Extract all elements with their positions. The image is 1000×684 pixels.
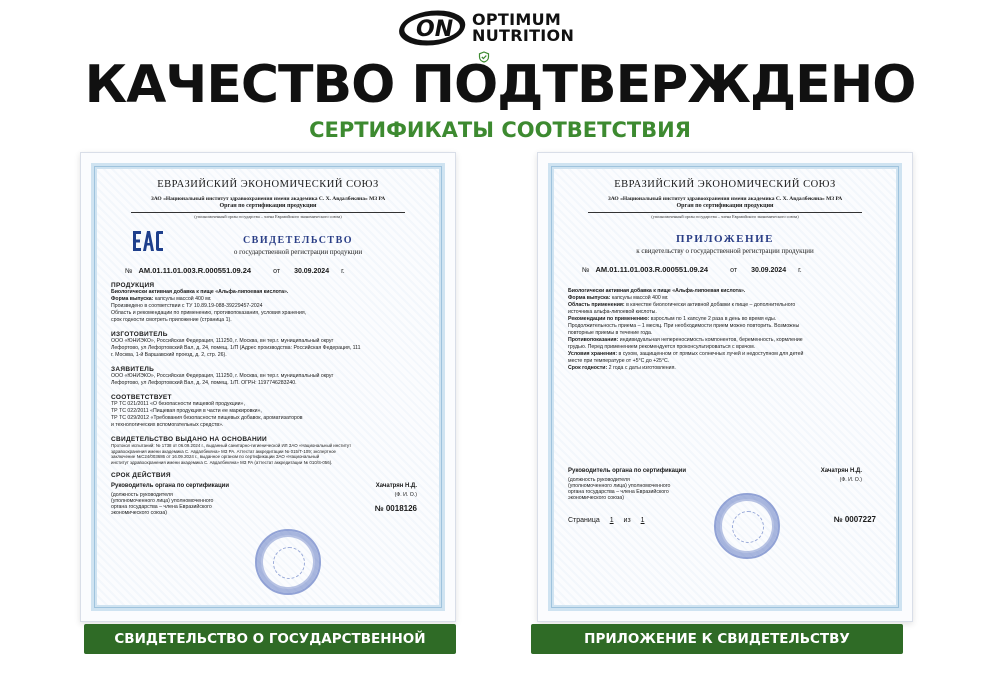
brand-name bbox=[472, 12, 574, 44]
product-name: Биологически активная добавка к пище «Альфа-липоевая кислота». bbox=[568, 288, 746, 294]
page-subheadline: СЕРТИФИКАТЫ СООТВЕТСТВИЯ bbox=[309, 118, 691, 142]
certificate-number: AM.01.11.01.003.R.000551.09.24 bbox=[138, 266, 252, 275]
serial-prefix: № bbox=[374, 504, 384, 514]
applicant-section bbox=[111, 366, 425, 387]
form-label: Форма выпуска: bbox=[568, 295, 611, 301]
head-title: Руководитель органа по сертификации bbox=[568, 468, 687, 474]
page-total: 1 bbox=[640, 517, 645, 524]
official-seal bbox=[714, 493, 780, 559]
basis-line: Протокол испытаний: № 1738 от 06.09.2024 г., выданный санитарно-гигиенической ИЛ ЗАО «Национальный институт bbox=[111, 443, 352, 448]
head-title: Руководитель органа по сертификации bbox=[111, 483, 230, 490]
section-heading: ИЗГОТОВИТЕЛЬ bbox=[111, 331, 168, 338]
organ-note: (уполномоченный орган государства – члена Евразийского экономического союза) bbox=[651, 214, 799, 219]
maker-line: ООО «ЮНИЭКО», Российская Федерация, 111250, г. Москва, вн тер.г. муниципальный округ bbox=[111, 338, 334, 344]
basis-line: здравоохранения имени академика С. Авдалбекяна» МЗ РА. Аттестат аккредитации № 015/Т-109; экспертное bbox=[111, 448, 337, 454]
on-logo-icon bbox=[400, 10, 464, 46]
divider bbox=[588, 212, 862, 213]
head-note-line: органа государства – члена Евразийского bbox=[111, 504, 212, 511]
number-prefix: № bbox=[582, 267, 590, 274]
appendix-document bbox=[537, 152, 913, 622]
storage-value: в сухом, защищенном от прямых солнечных лучей и недоступном для детей bbox=[617, 351, 804, 357]
rec-value: Продолжительность приема – 1 месяц. При необходимости прием можно повторить. Возможны bbox=[568, 323, 800, 329]
basis-line: заключение №С24/003686 от 16.09.2024 г., выданное органом по сертификации ЗАО «Национальный bbox=[111, 454, 320, 460]
document-title: СВИДЕТЕЛЬСТВО bbox=[242, 235, 354, 246]
form-value: капсулы массой 400 мг. bbox=[153, 296, 212, 302]
certificate-date: 30.09.2024 bbox=[751, 267, 787, 274]
section-heading: СООТВЕТСТВУЕТ bbox=[111, 394, 172, 401]
conformity-line: ТР ТС 021/2011 «О безопасности пищевой продукции», bbox=[111, 401, 245, 407]
head-note-line: (должность руководителя bbox=[568, 477, 630, 483]
basis-line: институт здравоохранения имени академика С. Авдалбекяна» МЗ РА (аттестат аккредитации № 010/S-056). bbox=[111, 459, 333, 465]
organ-note: (уполномоченный орган государства – члена Евразийского экономического союза) bbox=[194, 214, 342, 219]
contra-value: грудью. Перед применением рекомендуется проконсультироваться с врачом. bbox=[568, 344, 756, 350]
section-heading: СВИДЕТЕЛЬСТВО ВЫДАНО НА ОСНОВАНИИ bbox=[111, 436, 267, 443]
conformity-line: ТР ТС 022/2011 «Пищевая продукция в части ее маркировки», bbox=[111, 408, 262, 414]
organ-name: Орган по сертификации продукции bbox=[219, 203, 317, 209]
certificate-document bbox=[80, 152, 456, 622]
form-label: Форма выпуска: bbox=[111, 296, 154, 302]
storage-value: месте при температуре от +5°С до +25°С. bbox=[568, 358, 670, 364]
serial-number bbox=[375, 504, 417, 513]
certificate-frame bbox=[91, 163, 445, 611]
conformity-line: ТР ТС 029/2012 «Требования безопасности пищевых добавок, ароматизаторов bbox=[111, 415, 303, 421]
signature-row bbox=[111, 483, 425, 489]
shelf-value: 2 года с даты изготовления. bbox=[607, 365, 676, 371]
product-section bbox=[111, 282, 425, 324]
from-label: от bbox=[730, 267, 738, 274]
head-note-line: (должность руководителя bbox=[111, 492, 173, 499]
caption-appendix: ПРИЛОЖЕНИЕ К СВИДЕТЕЛЬСТВУ bbox=[531, 624, 903, 654]
product-name: Биологически активная добавка к пище «Альфа-липоевая кислота». bbox=[111, 289, 289, 295]
organ-name: Орган по сертификации продукции bbox=[676, 203, 774, 209]
number-line bbox=[568, 265, 882, 274]
head-note-line: (уполномоченного лица) уполномоченного bbox=[568, 483, 671, 489]
fio-label: (Ф. И. О.) bbox=[839, 477, 862, 483]
head-note bbox=[111, 492, 213, 516]
svg-text:ON: ON bbox=[416, 17, 454, 42]
page-label: Страница bbox=[568, 517, 600, 524]
year-suffix: г. bbox=[341, 268, 345, 275]
document-title: ПРИЛОЖЕНИЕ bbox=[676, 233, 774, 245]
signature-notes bbox=[111, 492, 425, 516]
signature-notes bbox=[568, 477, 882, 501]
term-section bbox=[111, 472, 425, 479]
contra-value: индивидуальная непереносимость компонентов, беременность, кормление bbox=[618, 337, 803, 343]
scope-value: источника альфа-липоевой кислоты. bbox=[568, 309, 657, 315]
product-shelf: срок годности смотреть приложение (страница 1). bbox=[111, 317, 232, 323]
signature-row bbox=[568, 468, 882, 474]
brand bbox=[400, 10, 574, 46]
scope-value: в качестве биологически активной добавки к пище – дополнительного bbox=[624, 302, 796, 308]
certificate-number: AM.01.11.01.003.R.000551.09.24 bbox=[595, 265, 709, 274]
official-seal bbox=[255, 529, 321, 595]
rec-value: повторные приемы в течение года. bbox=[568, 330, 653, 336]
union-title: ЕВРАЗИЙСКИЙ ЭКОНОМИЧЕСКИЙ СОЮЗ bbox=[157, 179, 379, 190]
maker-line: Лефортово, ул Лефортовский Вал, д. 24, помещ. 1/П (Адрес производства: Российская Федерация, 111 bbox=[111, 345, 361, 351]
serial-value: 0018126 bbox=[385, 504, 417, 514]
contra-label: Противопоказания: bbox=[568, 337, 619, 343]
page-of: из bbox=[623, 517, 631, 524]
rec-value: взрослым по 1 капсуле 2 раза в день во время еды. bbox=[649, 316, 777, 322]
page-number: 1 bbox=[609, 517, 614, 524]
number-prefix: № bbox=[125, 268, 133, 275]
page-headline: КАЧЕСТВО ПОДТВЕРЖДЕНО bbox=[84, 55, 916, 115]
serial-value: 0007227 bbox=[844, 515, 876, 524]
signer-name: Хачатрян Н.Д. bbox=[375, 483, 417, 490]
head-note bbox=[568, 477, 670, 501]
conformity-line: и технологических вспомогательных средств». bbox=[111, 422, 224, 428]
basis-section bbox=[111, 436, 425, 465]
form-value: капсулы массой 400 мг. bbox=[610, 295, 669, 301]
page-indicator bbox=[568, 517, 653, 524]
serial-prefix: № bbox=[833, 515, 843, 524]
head-note-line: экономического союза) bbox=[111, 510, 167, 517]
fio-label: (Ф. И. О.) bbox=[394, 492, 417, 499]
document-subtitle: о государственной регистрации продукции bbox=[233, 248, 363, 256]
shelf-label: Срок годности: bbox=[568, 365, 608, 371]
maker-section bbox=[111, 331, 425, 359]
fio-block bbox=[375, 492, 417, 516]
product-scope: Область и рекомендации по применению, противопоказания, условия хранения, bbox=[111, 310, 307, 316]
conformity-section bbox=[111, 394, 425, 429]
head-note-line: экономического союза) bbox=[568, 495, 624, 501]
appendix-frame bbox=[548, 163, 902, 611]
from-label: от bbox=[273, 268, 281, 275]
eac-mark-icon bbox=[133, 229, 163, 253]
scope-label: Область применения: bbox=[568, 302, 625, 308]
maker-line: г. Москва, 1-й Варшавский проезд, д. 2, стр. 26). bbox=[111, 352, 227, 358]
title-block bbox=[568, 233, 882, 255]
applicant-line: Лефортово, ул Лефортовский Вал, д. 24, помещ. 1/П. ОГРН: 1197746283240. bbox=[111, 380, 297, 386]
storage-label: Условия хранения: bbox=[568, 351, 618, 357]
serial-number bbox=[834, 515, 876, 524]
section-heading: ЗАЯВИТЕЛЬ bbox=[111, 366, 155, 373]
rec-label: Рекомендации по применению: bbox=[568, 316, 650, 322]
details-section bbox=[568, 288, 882, 372]
institute-name: ЗАО «Национальный институт здравоохранения имени академика С. Х. Авдалбекяна» МЗ РА bbox=[150, 196, 386, 202]
union-title: ЕВРАЗИЙСКИЙ ЭКОНОМИЧЕСКИЙ СОЮЗ bbox=[614, 179, 836, 190]
document-subtitle: к свидетельству о государственной регистрации продукции bbox=[636, 247, 814, 255]
year-suffix: г. bbox=[798, 267, 802, 274]
institute-name: ЗАО «Национальный институт здравоохранения имени академика С. Х. Авдалбекяна» МЗ РА bbox=[607, 196, 843, 202]
section-heading: СРОК ДЕЙСТВИЯ bbox=[111, 472, 171, 480]
head-note-line: (уполномоченного лица) уполномоченного bbox=[111, 498, 214, 505]
divider bbox=[131, 212, 405, 213]
section-heading: ПРОДУКЦИЯ bbox=[111, 282, 155, 289]
certificate-date: 30.09.2024 bbox=[294, 268, 330, 275]
product-spec: Произведено в соответствии с ТУ 10.89.19-088-39229457-2024 bbox=[111, 303, 263, 309]
brand-line-1: OPTIMUM bbox=[472, 10, 562, 29]
number-line bbox=[111, 266, 425, 275]
brand-line-2: NUTRITION bbox=[472, 26, 575, 45]
caption-certificate: СВИДЕТЕЛЬСТВО О ГОСУДАРСТВЕННОЙ РЕГИСТРАЦИИ bbox=[84, 624, 456, 654]
applicant-line: ООО «ЮНИЭКО», Российская Федерация, 111250, г. Москва, вн тер.г. муниципальный округ bbox=[111, 373, 334, 379]
head-note-line: органа государства – члена Евразийского bbox=[568, 489, 669, 495]
signer-name: Хачатрян Н.Д. bbox=[820, 468, 862, 474]
